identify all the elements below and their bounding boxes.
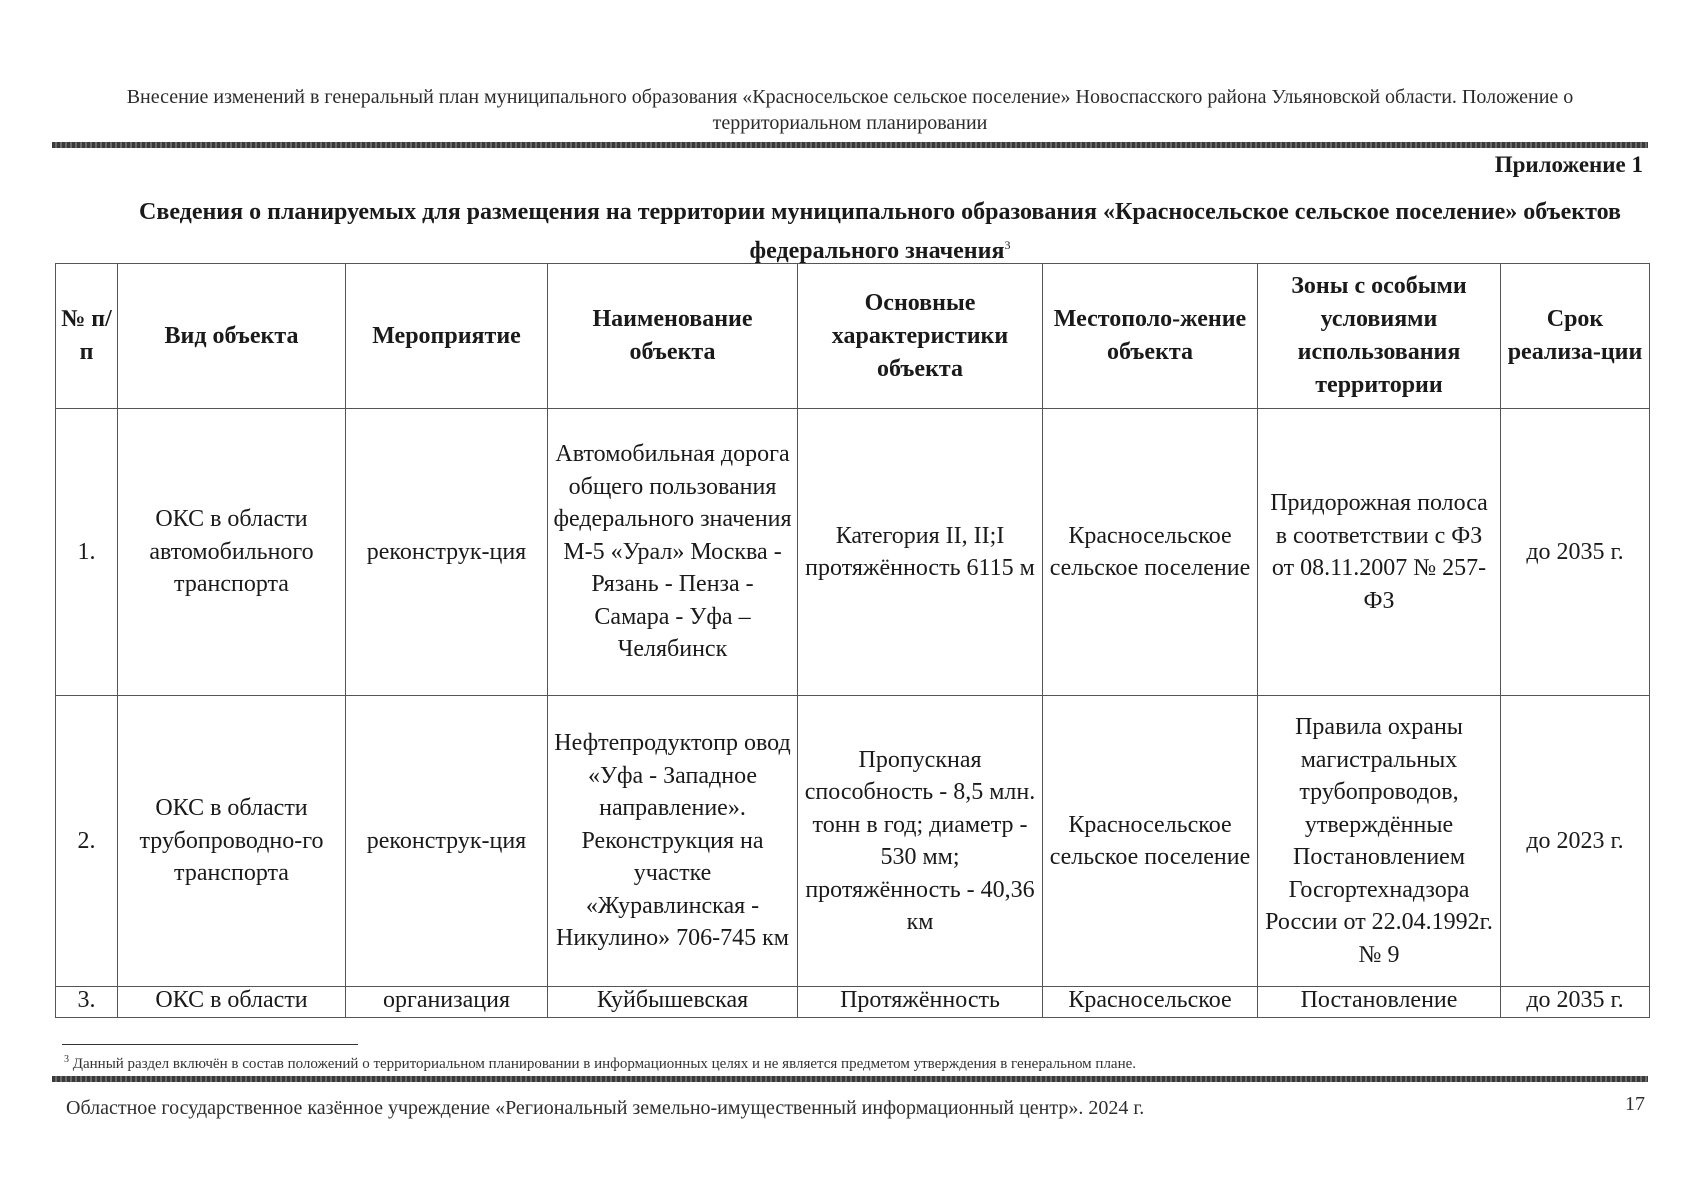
cell-zones: Правила охраны магистральных трубопроводов, утверждённые Постановлением Госгортехнадзора России от 22.04.1992г. № 9: [1258, 696, 1501, 987]
cell-location: Красносельское сельское поселение: [1043, 696, 1258, 987]
footnote-mark: 3: [64, 1054, 69, 1065]
col-header-name: Наименование объекта: [548, 264, 798, 409]
cell-action: реконструк-ция: [346, 696, 548, 987]
cell-characteristics: Протяжённость: [798, 987, 1043, 1018]
title-footnote-mark: 3: [1004, 238, 1011, 252]
cell-characteristics: Пропускная способность - 8,5 млн. тонн в год; диаметр - 530 мм; протяжённость - 40,36 км: [798, 696, 1043, 987]
page-number: 17: [1625, 1093, 1645, 1115]
table-title-text: Сведения о планируемых для размещения на территории муниципального образования «Красносельское сельское поселение» объектов федерального значения: [139, 199, 1621, 264]
table-row: [56, 409, 1650, 696]
col-header-type: Вид объекта: [118, 264, 346, 409]
table-title: [120, 196, 1640, 268]
cell-location: Красносельское сельское поселение: [1043, 409, 1258, 696]
appendix-label: Приложение 1: [1494, 152, 1643, 177]
document-header: Внесение изменений в генеральный план муниципального образования «Красносельское сельское поселение» Новоспасского района Ульяновской области. Положение о территориальном планировании: [126, 86, 1574, 134]
cell-name: Куйбышевская: [548, 987, 798, 1018]
col-header-location: Местополо-жение объекта: [1043, 264, 1258, 409]
col-header-zones: Зоны с особыми условиями использования территории: [1258, 264, 1501, 409]
cell-location: Красносельское: [1043, 987, 1258, 1018]
cell-type: ОКС в области трубопроводно-го транспорта: [118, 696, 346, 987]
cell-zones: Придорожная полоса в соответствии с ФЗ от 08.11.2007 № 257-ФЗ: [1258, 409, 1501, 696]
footer-divider: [52, 1076, 1648, 1082]
footnote-text: Данный раздел включён в состав положений о территориальном планировании в информационных целях и не является предметом утверждения в генеральном плане.: [72, 1056, 1137, 1072]
cell-zones: Постановление: [1258, 987, 1501, 1018]
footnote: [64, 1054, 1624, 1073]
cell-term: до 2023 г.: [1501, 696, 1650, 987]
cell-name: Нефтепродуктопр овод «Уфа - Западное направление». Реконструкция на участке «Журавлинская - Никулино» 706-745 км: [548, 696, 798, 987]
cell-num: 2.: [56, 696, 118, 987]
cell-type: ОКС в области автомобильного транспорта: [118, 409, 346, 696]
cell-term: до 2035 г.: [1501, 409, 1650, 696]
objects-table: [55, 263, 1650, 1018]
cell-num: 1.: [56, 409, 118, 696]
cell-name: Автомобильная дорога общего пользования федерального значения М-5 «Урал» Москва - Рязань - Пенза - Самара - Уфа – Челябинск: [548, 409, 798, 696]
cell-num: 3.: [56, 987, 118, 1018]
cell-action: организация: [346, 987, 548, 1018]
cell-action: реконструк-ция: [346, 409, 548, 696]
col-header-term: Срок реализа-ции: [1501, 264, 1650, 409]
col-header-num: № п/п: [56, 264, 118, 409]
cell-term: до 2035 г.: [1501, 987, 1650, 1018]
footer-organization: Областное государственное казённое учреждение «Региональный земельно-имущественный информационный центр». 2024 г.: [66, 1097, 1145, 1119]
header-divider: [52, 142, 1648, 148]
table-header-row: [56, 264, 1650, 409]
col-header-action: Мероприятие: [346, 264, 548, 409]
table-row: [56, 987, 1650, 1018]
table-row: [56, 696, 1650, 987]
cell-type: ОКС в области: [118, 987, 346, 1018]
cell-characteristics: Категория II, II;I протяжённость 6115 м: [798, 409, 1043, 696]
col-header-characteristics: Основные характеристики объекта: [798, 264, 1043, 409]
footnote-divider: [62, 1044, 358, 1045]
